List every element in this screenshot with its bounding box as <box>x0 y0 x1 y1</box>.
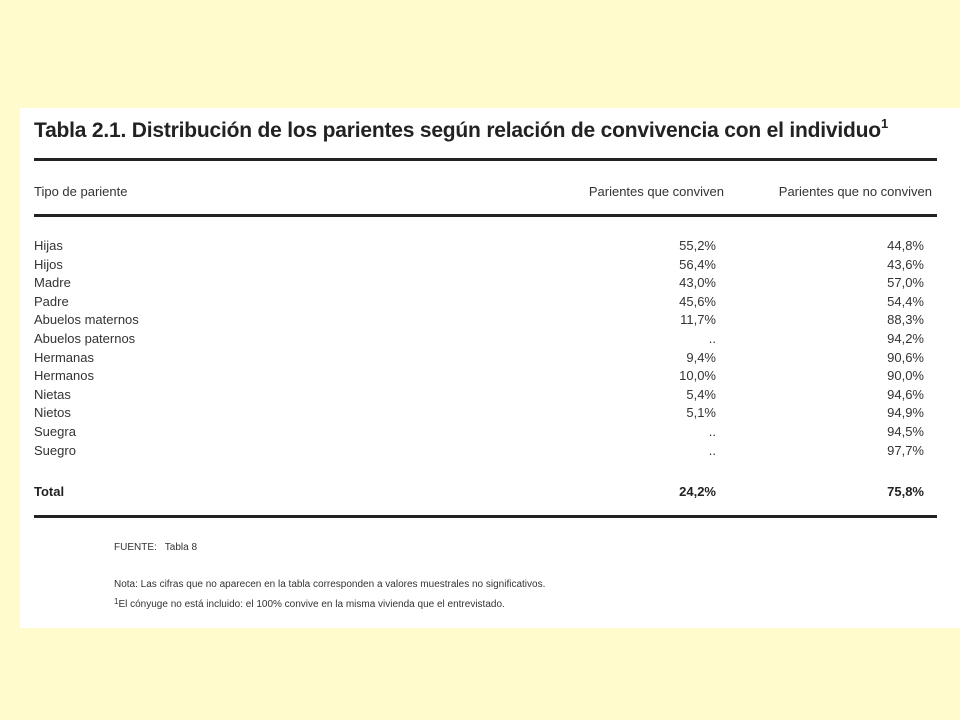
row-no-conviven: 90,6% <box>887 349 924 365</box>
row-conviven: 43,0% <box>679 275 716 291</box>
row-tipo: Hermanos <box>34 368 94 384</box>
total-conviven: 24,2% <box>679 484 716 499</box>
table-row <box>34 387 932 406</box>
total-no-conviven: 75,8% <box>887 484 924 499</box>
table-panel <box>20 108 960 628</box>
footnote-marker: 1 <box>114 597 119 606</box>
row-conviven: 45,6% <box>679 293 716 309</box>
row-tipo: Nietas <box>34 386 71 402</box>
row-conviven: 10,0% <box>679 368 716 384</box>
row-no-conviven: 88,3% <box>887 312 924 328</box>
row-tipo: Abuelos paternos <box>34 330 136 346</box>
row-no-conviven: 90,0% <box>887 368 924 384</box>
table-row <box>34 257 932 276</box>
row-conviven: 9,4% <box>686 349 716 365</box>
table-row <box>34 405 932 424</box>
row-tipo: Suegra <box>34 423 76 439</box>
row-conviven: 55,2% <box>679 238 716 253</box>
table-row <box>34 331 932 350</box>
row-conviven: 11,7% <box>680 312 716 328</box>
row-tipo: Suegro <box>34 442 76 458</box>
bottom-rule <box>34 515 937 518</box>
row-no-conviven: 97,7% <box>887 442 924 458</box>
row-tipo: Hijas <box>34 238 63 253</box>
header-no-conviven: Parientes que no conviven <box>778 184 932 199</box>
row-no-conviven: 54,4% <box>887 293 924 309</box>
table-row <box>34 312 932 331</box>
row-conviven: .. <box>708 442 716 458</box>
row-tipo: Abuelos maternos <box>34 312 139 328</box>
footnote-text: El cónyuge no está incluido: el 100% convive en la misma vivienda que el entrevistado. <box>118 599 505 610</box>
row-conviven: 5,4% <box>686 386 716 402</box>
row-tipo: Hijos <box>34 256 63 272</box>
source-label: FUENTE: <box>114 542 157 553</box>
table-title-text: Tabla 2.1. Distribución de los parientes según relación de convivencia con el individuo <box>34 119 881 142</box>
table-row <box>34 238 932 257</box>
footnote <box>114 597 505 610</box>
row-conviven: .. <box>708 330 716 346</box>
row-conviven: .. <box>708 423 716 439</box>
row-tipo: Nietos <box>34 405 71 421</box>
row-no-conviven: 94,9% <box>887 405 924 421</box>
header-rule <box>34 214 937 217</box>
row-conviven: 56,4% <box>679 256 716 272</box>
source-line <box>114 542 197 553</box>
table-row <box>34 350 932 369</box>
table-title <box>34 116 888 143</box>
row-no-conviven: 57,0% <box>887 275 924 291</box>
row-no-conviven: 94,5% <box>887 423 924 439</box>
row-tipo: Padre <box>34 293 69 309</box>
table-row <box>34 275 932 294</box>
row-no-conviven: 94,2% <box>887 330 924 346</box>
table-row <box>34 368 932 387</box>
header-conviven: Parientes que conviven <box>588 184 724 199</box>
note-text: Nota: Las cifras que no aparecen en la tabla corresponden a valores muestrales no significativos. <box>114 579 546 590</box>
row-tipo: Hermanas <box>34 349 94 365</box>
title-footnote-marker: 1 <box>880 116 888 131</box>
top-rule <box>34 158 937 161</box>
table-row <box>34 443 932 462</box>
row-no-conviven: 44,8% <box>887 238 924 253</box>
table-row <box>34 294 932 313</box>
total-row <box>34 484 932 502</box>
total-label: Total <box>34 484 65 499</box>
table-row <box>34 424 932 443</box>
row-no-conviven: 94,6% <box>887 386 924 402</box>
row-conviven: 5,1% <box>686 405 716 421</box>
row-tipo: Madre <box>34 275 71 291</box>
source-value: Tabla 8 <box>164 542 198 553</box>
header-tipo: Tipo de pariente <box>34 184 128 199</box>
table-body <box>34 238 932 461</box>
row-no-conviven: 43,6% <box>887 256 924 272</box>
